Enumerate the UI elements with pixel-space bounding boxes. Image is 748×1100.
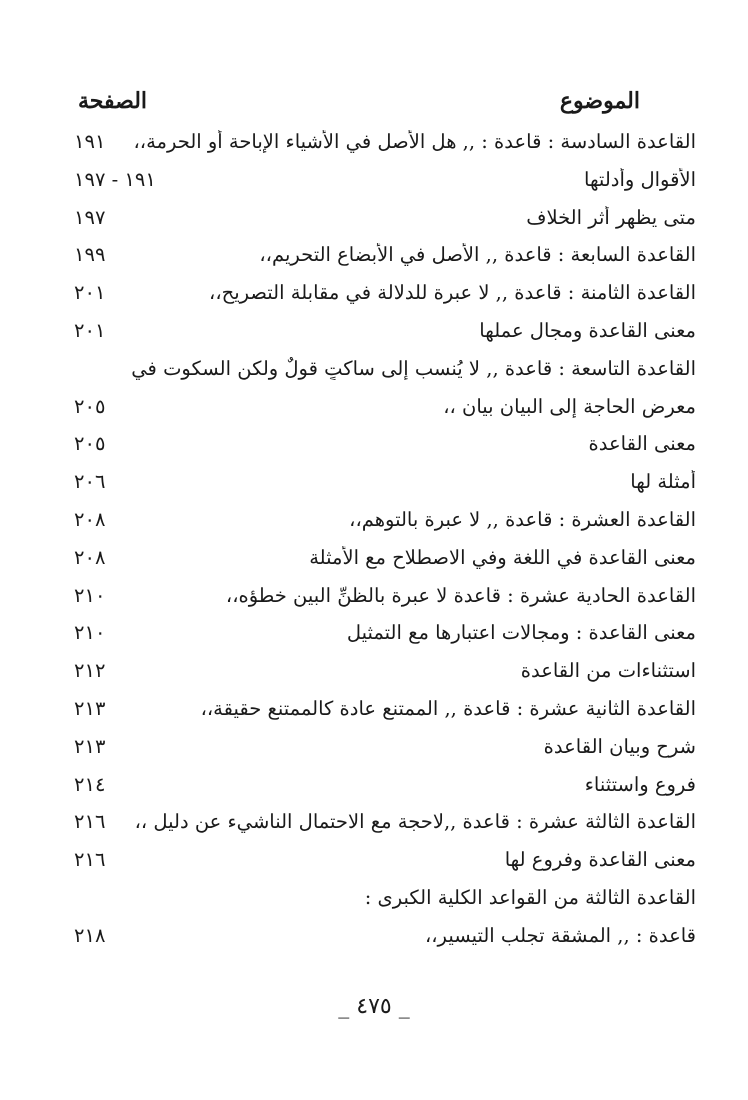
- entry-title: متى يظهر أثر الخلاف: [526, 205, 696, 229]
- entry-page: ٢٠٨: [74, 545, 106, 569]
- entry-page: ٢١٦: [74, 848, 106, 872]
- toc-entry: [70, 315, 696, 353]
- entry-page: ٢١٣: [74, 696, 106, 720]
- toc-entry: [70, 806, 696, 844]
- entry-title: القاعدة السابعة : قاعدة ,, الأصل في الأبضاع التحريم،،: [259, 243, 696, 267]
- entry-title: القاعدة الثانية عشرة : قاعدة ,, الممتنع عادة كالممتنع حقيقة،،: [200, 696, 696, 720]
- toc-entry: [70, 126, 696, 164]
- entry-title: القاعدة السادسة : قاعدة : ,, هل الأصل في الأشياء الإباحة أو الحرمة،،: [133, 130, 696, 153]
- entry-page: ٢١٠: [74, 583, 106, 607]
- entry-title: قاعدة : ,, المشقة تجلب التيسير،،: [424, 923, 696, 947]
- toc-entry: [70, 769, 696, 807]
- page-column-heading: الصفحة: [78, 88, 148, 114]
- topic-column-heading: الموضوع: [559, 88, 640, 114]
- entry-title: القاعدة الثامنة : قاعدة ,, لا عبرة للدلالة في مقابلة التصريح،،: [209, 281, 696, 305]
- entry-page: ١٩٩: [74, 243, 106, 267]
- entry-title: معرض الحاجة إلى البيان بيان ،،: [443, 394, 696, 418]
- toc-entry: [70, 693, 696, 731]
- page-number: _ ٤٧٥ _: [338, 994, 410, 1019]
- toc-entry: [70, 164, 696, 202]
- entry-page: ٢٠٨: [74, 507, 106, 531]
- toc-entry: [70, 466, 696, 504]
- entry-title: معنى القاعدة: [588, 432, 696, 456]
- entry-title: الأقوال وأدلتها: [584, 167, 696, 191]
- entry-page: ٢٠٥: [74, 394, 106, 418]
- toc-entry: [70, 882, 696, 920]
- toc-entry: [70, 844, 696, 882]
- toc-entry: [70, 504, 696, 542]
- entry-title: معنى القاعدة في اللغة وفي الاصطلاح مع الأمثلة: [309, 545, 696, 569]
- entry-title: القاعدة الحادية عشرة : قاعدة لا عبرة بالظنِّ البين خطؤه،،: [225, 583, 696, 607]
- entry-page: ٢١٤: [74, 772, 106, 796]
- entry-page: ٢٠٦: [74, 470, 106, 494]
- toc-entry: [70, 202, 696, 240]
- toc-header: [70, 88, 680, 122]
- toc-entry: [70, 277, 696, 315]
- toc-entry: [70, 239, 696, 277]
- toc-entry: [70, 655, 696, 693]
- entry-title: معنى القاعدة : ومجالات اعتبارها مع التمثيل: [346, 621, 696, 645]
- entry-page: ٢١٣: [74, 734, 106, 758]
- entry-title: فروع واستثناء: [584, 772, 696, 796]
- entry-title: استثناءات من القاعدة: [520, 659, 696, 683]
- entry-page: ٢٠٥: [74, 432, 106, 456]
- entry-page: ٢٠١: [74, 318, 106, 342]
- entry-title: معنى القاعدة ومجال عملها: [479, 318, 696, 342]
- toc-entry: [70, 920, 696, 958]
- entry-title: شرح وبيان القاعدة: [543, 734, 696, 758]
- entry-title: القاعدة التاسعة : قاعدة ,, لا يُنسب إلى ساكتٍ قولٌ ولكن السكوت في: [131, 356, 696, 380]
- entry-page: ٢١٠: [74, 621, 106, 645]
- toc-entry: [70, 391, 696, 429]
- entry-title: القاعدة الثالثة من القواعد الكلية الكبرى :: [364, 885, 696, 909]
- toc-entry: [70, 617, 696, 655]
- entry-page: ١٩١ - ١٩٧: [74, 167, 156, 191]
- entry-page: ٢١٨: [74, 923, 106, 947]
- entry-page: ١٩١: [74, 130, 106, 153]
- toc-entry: [70, 353, 696, 391]
- toc-entry: [70, 731, 696, 769]
- entry-title: القاعدة الثالثة عشرة : قاعدة ,,لاحجة مع الاحتمال الناشيء عن دليل ،،: [134, 810, 696, 834]
- entry-page: ٢٠١: [74, 281, 106, 305]
- entry-title: معنى القاعدة وفروع لها: [504, 848, 696, 872]
- toc-entry: [70, 580, 696, 618]
- toc-entry: [70, 428, 696, 466]
- entry-page: ١٩٧: [74, 205, 106, 229]
- toc-list: [70, 126, 696, 958]
- toc-entry: [70, 542, 696, 580]
- entry-title: القاعدة العشرة : قاعدة ,, لا عبرة بالتوهم،،: [349, 507, 696, 531]
- entry-page: ٢١٦: [74, 810, 106, 834]
- entry-title: أمثلة لها: [630, 470, 696, 494]
- entry-page: ٢١٢: [74, 659, 106, 683]
